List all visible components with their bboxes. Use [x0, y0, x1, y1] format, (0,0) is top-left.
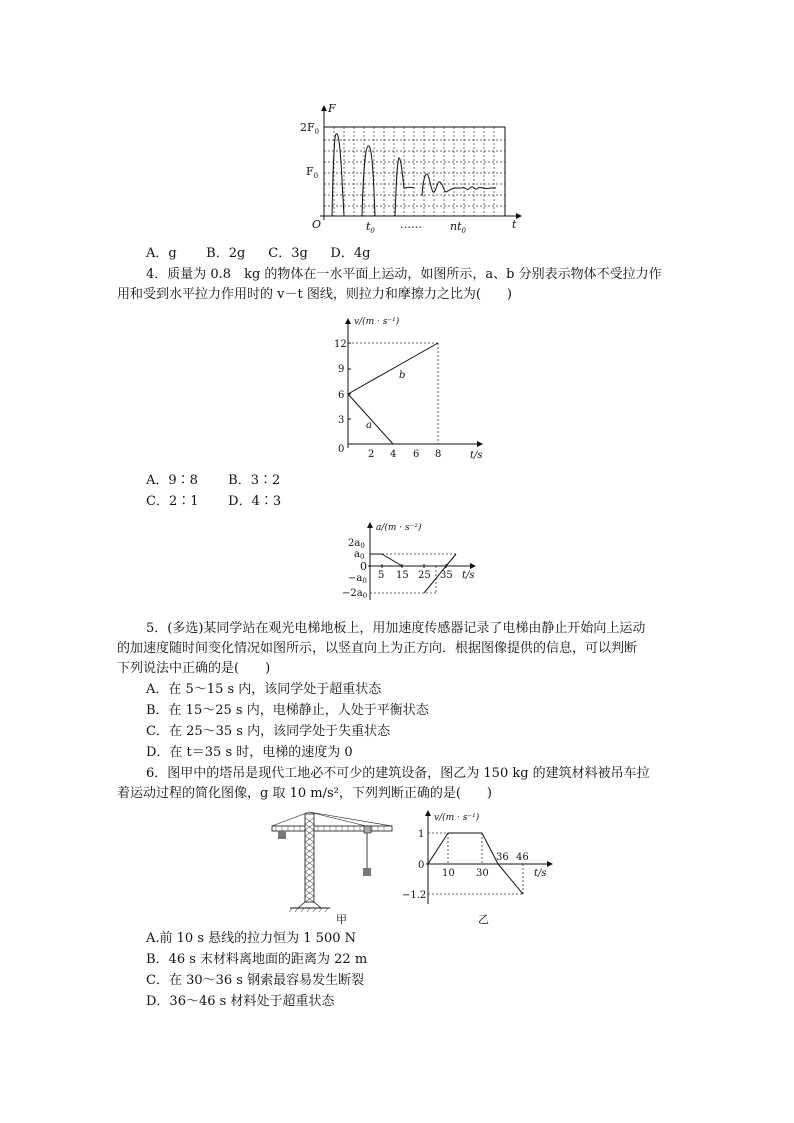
vt2-x-tick-46: 46 — [516, 852, 529, 863]
caption-yi: 乙 — [478, 913, 489, 926]
vt2-x-tick-36: 36 — [496, 852, 509, 863]
q6-text-line1: 6．图甲中的塔吊是现代工地必不可少的建筑设备，图乙为 150 kg 的建筑材料被吊车拉 — [146, 766, 650, 781]
crane-jib — [272, 826, 392, 831]
force-graph-grid — [324, 127, 505, 216]
vt-x-tick-2: 2 — [368, 449, 375, 460]
q4-option-d[interactable]: D．4∶3 — [228, 494, 282, 509]
q4-option-b[interactable]: B．3∶2 — [228, 473, 281, 488]
vt-y-tick-0: 0 — [338, 444, 345, 455]
vt2-y-tick-1: 1 — [418, 829, 425, 840]
caption-jia: 甲 — [336, 913, 347, 926]
origin-label: O — [312, 218, 322, 231]
velocity-time-graph-q4 — [330, 312, 500, 462]
line-a — [348, 394, 393, 444]
q5-option-c[interactable]: C．在 25～35 s 内，该同学处于失重状态 — [146, 724, 391, 739]
vt2-y-tick-neg: −1.2 — [402, 890, 427, 901]
vt-x-tick-6: 6 — [413, 449, 420, 460]
crane-load — [363, 868, 371, 876]
vt-y-tick-12: 12 — [334, 339, 347, 350]
q5-text-line1: 5．(多选)某同学站在观光电梯地板上，用加速度传感器记录了电梯由静止开始向上运动 — [146, 621, 646, 636]
q4-options-row1 — [146, 472, 280, 490]
q4-option-a[interactable]: A．9∶8 — [146, 473, 198, 488]
vt-y-axis-label: v/(m · s⁻¹) — [354, 317, 400, 327]
at-tick-neg-a0: $-a_0$ — [348, 573, 367, 585]
q6-option-d[interactable]: D．36～46 s 材料处于超重状态 — [146, 994, 335, 1009]
line-b — [348, 343, 438, 394]
acceleration-time-graph — [338, 518, 488, 602]
q4-text-line1: 4．质量为 0.8 kg 的物体在一水平面上运动，如图所示，a、b 分别表示物体不受拉力作 — [146, 267, 662, 282]
tick-dots: …… — [400, 218, 422, 231]
q4-text-line2: 用和受到水平拉力作用时的 v－t 图线，则拉力和摩擦力之比为( ) — [117, 287, 512, 302]
q6-option-a[interactable]: A.前 10 s 悬线的拉力恒为 1 500 N — [146, 931, 356, 946]
vt-x-tick-4: 4 — [390, 449, 397, 460]
vt-y-tick-6: 6 — [338, 390, 345, 401]
at-tick-a0: $a_0$ — [354, 549, 365, 561]
q5-option-d[interactable]: D．在 t＝35 s 时，电梯的速度为 0 — [146, 745, 353, 760]
time-axis-label: t — [512, 218, 517, 231]
vt2-x-tick-10: 10 — [442, 868, 455, 879]
vt2-y-axis-label: v/(m · s⁻¹) — [434, 813, 480, 823]
label-b: b — [399, 370, 406, 381]
at-x-tick-35: 35 — [440, 570, 453, 581]
q4-option-c[interactable]: C．2∶1 — [146, 494, 199, 509]
tick-nt0: $nt_0$ — [450, 220, 466, 235]
force-axis-label: F — [328, 102, 336, 115]
q3-option-c[interactable]: C．3g — [268, 246, 308, 261]
vt-x-tick-8: 8 — [435, 449, 442, 460]
crane-trolley — [364, 826, 371, 833]
at-y-axis-label: a/(m · s⁻²) — [376, 523, 422, 533]
vt2-y-tick-0: 0 — [418, 860, 425, 871]
q3-option-a[interactable]: A．g — [146, 246, 177, 261]
at-tick-2a0: $2a_0$ — [348, 538, 365, 550]
vt-y-tick-9: 9 — [338, 364, 345, 375]
q6-option-b[interactable]: B．46 s 末材料离地面的距离为 22 m — [146, 952, 368, 967]
force-graph-frame — [324, 127, 505, 216]
vt-x-axis-label: t/s — [470, 450, 483, 461]
q5-text-line3: 下列说法中正确的是( ) — [117, 661, 271, 676]
crane-counterweight — [278, 831, 286, 839]
at-tick-neg-2a0: $-2a_0$ — [342, 588, 368, 600]
force-time-graph — [300, 100, 530, 235]
q3-options — [146, 245, 370, 263]
q3-option-d[interactable]: D．4g — [330, 246, 371, 261]
velocity-time-graph-q6 — [400, 808, 560, 926]
tick-t0: $t_0$ — [366, 220, 375, 235]
q3-option-b[interactable]: B．2g — [206, 246, 246, 261]
q5-option-a[interactable]: A．在 5～15 s 内，该同学处于超重状态 — [146, 682, 382, 697]
q4-options-row2 — [146, 493, 281, 511]
q6-option-c[interactable]: C．在 30～36 s 钢索最容易发生断裂 — [146, 973, 365, 988]
at-x-tick-25: 25 — [418, 570, 431, 581]
at-segment-down — [382, 554, 402, 566]
tick-f0: $F_0$ — [306, 165, 319, 180]
label-a: a — [366, 420, 372, 431]
vt2-x-tick-30: 30 — [476, 868, 489, 879]
vt-y-tick-3: 3 — [338, 415, 345, 426]
tick-2f0: $2F_0$ — [300, 121, 320, 136]
at-x-tick-15: 15 — [396, 570, 409, 581]
q5-option-b[interactable]: B．在 15～25 s 内，电梯静止，人处于平衡状态 — [146, 703, 429, 718]
at-tick-0: 0 — [360, 560, 367, 573]
q5-text-line2: 的加速度随时间变化情况如图所示，以竖直向上为正方向．根据图像提供的信息，可以判断 — [117, 641, 638, 656]
vt2-x-axis-label: t/s — [534, 868, 547, 879]
at-x-axis-label: t/s — [462, 570, 475, 581]
q6-text-line2: 着运动过程的简化图像，g 取 10 m/s²，下列判断正确的是( ) — [117, 786, 492, 801]
at-x-tick-5: 5 — [378, 570, 385, 581]
tower-crane-figure — [268, 808, 398, 926]
